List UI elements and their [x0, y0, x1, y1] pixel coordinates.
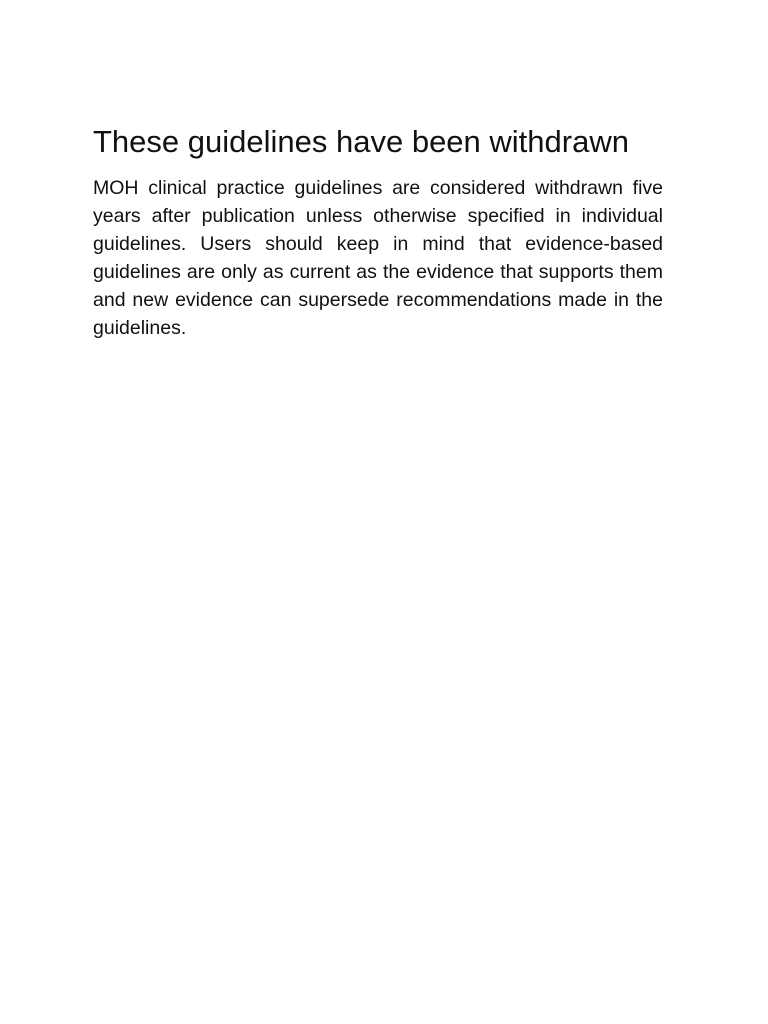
notice-heading: These guidelines have been withdrawn: [93, 124, 629, 159]
withdrawal-notice: [93, 120, 663, 342]
notice-body: MOH clinical practice guidelines are considered withdrawn five years after publication unless otherwise specified in individual guidelines. Users should keep in mind that evidence-based guidelines are only as current as the evidence that supports them and new evidence can supersede recommendations made in the guidelines.: [93, 177, 663, 339]
